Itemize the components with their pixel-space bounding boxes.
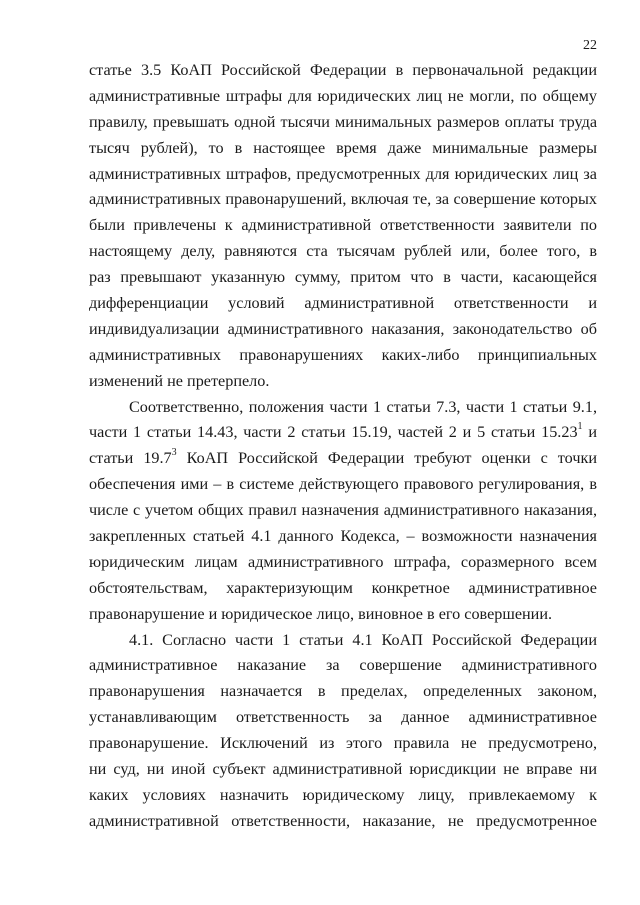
line-text: статьи 19.7 — [89, 449, 172, 468]
document-body — [89, 58, 597, 835]
text-line: ни суд, ни иной субъект административной юрисдикции не вправе ни — [89, 760, 597, 779]
text-line: раз превышают указанную сумму, притом что в части, касающейся — [89, 268, 597, 287]
text-line: каких условиях назначить юридическому лицу, привлекаемому к — [89, 785, 597, 804]
text-line: правонарушения назначается в пределах, определенных законом, — [89, 682, 597, 701]
text-line: правонарушение и юридическое лицо, виновное в его совершении. — [89, 604, 553, 623]
text-line: правилу, превышать одной тысячи минимальных размеров оплаты труда — [89, 112, 597, 131]
text-line — [89, 446, 597, 472]
text-line: обстоятельствам, характеризующим конкретное административное — [89, 578, 597, 597]
page-number: 22 — [583, 38, 597, 53]
line-text: части 1 статьи 14.43, части 2 статьи 15.19, частей 2 и 5 статьи 15.23 — [89, 423, 578, 442]
text-line: административные штрафы для юридических лиц не могли, по общему — [89, 86, 597, 105]
text-line: статье 3.5 КоАП Российской Федерации в первоначальной редакции — [89, 61, 597, 79]
text-line: устанавливающим ответственность за данное административное — [89, 708, 597, 727]
text-line: изменений не претерпело. — [89, 371, 270, 390]
text-line: обеспечения ими – в системе действующего правового регулирования, в — [89, 475, 597, 494]
text-line: индивидуализации административного наказания, законодательство об — [89, 319, 597, 338]
text-line: закрепленных статьей 4.1 данного Кодекса, – возможности назначения — [89, 527, 597, 546]
text-line: административных правонарушениях каких-либо принципиальных — [89, 345, 597, 364]
footnote-marker: 1 — [577, 421, 583, 433]
text-line: юридическим лицам административного штрафа, соразмерного всем — [89, 552, 597, 571]
footnote-marker: 3 — [171, 446, 177, 458]
text-line: административной ответственности, наказание, не предусмотренное — [89, 811, 597, 830]
text-line: административное наказание за совершение административного — [89, 656, 597, 675]
text-line: 4.1. Согласно части 1 статьи 4.1 КоАП Российской Федерации — [129, 630, 597, 649]
text-line: дифференциации условий административной ответственности и — [89, 294, 597, 313]
text-line: тысяч рублей), то в настоящее время даже минимальные размеры — [89, 138, 597, 157]
line-text: КоАП Российской Федерации требуют оценки с точки — [186, 449, 597, 468]
text-line: административных правонарушений, включая те, за совершение которых — [89, 190, 597, 209]
text-line: настоящему делу, равняются ста тысячам рублей или, более того, в — [89, 242, 597, 261]
text-line: были привлечены к административной ответственности заявители по — [89, 216, 597, 235]
text-line: числе с учетом общих правил назначения административного наказания, — [89, 501, 597, 520]
line-text: и — [582, 423, 597, 442]
text-line: административных штрафов, предусмотренных для юридических лиц за — [89, 164, 597, 183]
text-line — [89, 420, 597, 446]
text-line: Соответственно, положения части 1 статьи 7.3, части 1 статьи 9.1, — [129, 397, 597, 416]
text-line: правонарушение. Исключений из этого правила не предусмотрено, — [89, 734, 597, 753]
